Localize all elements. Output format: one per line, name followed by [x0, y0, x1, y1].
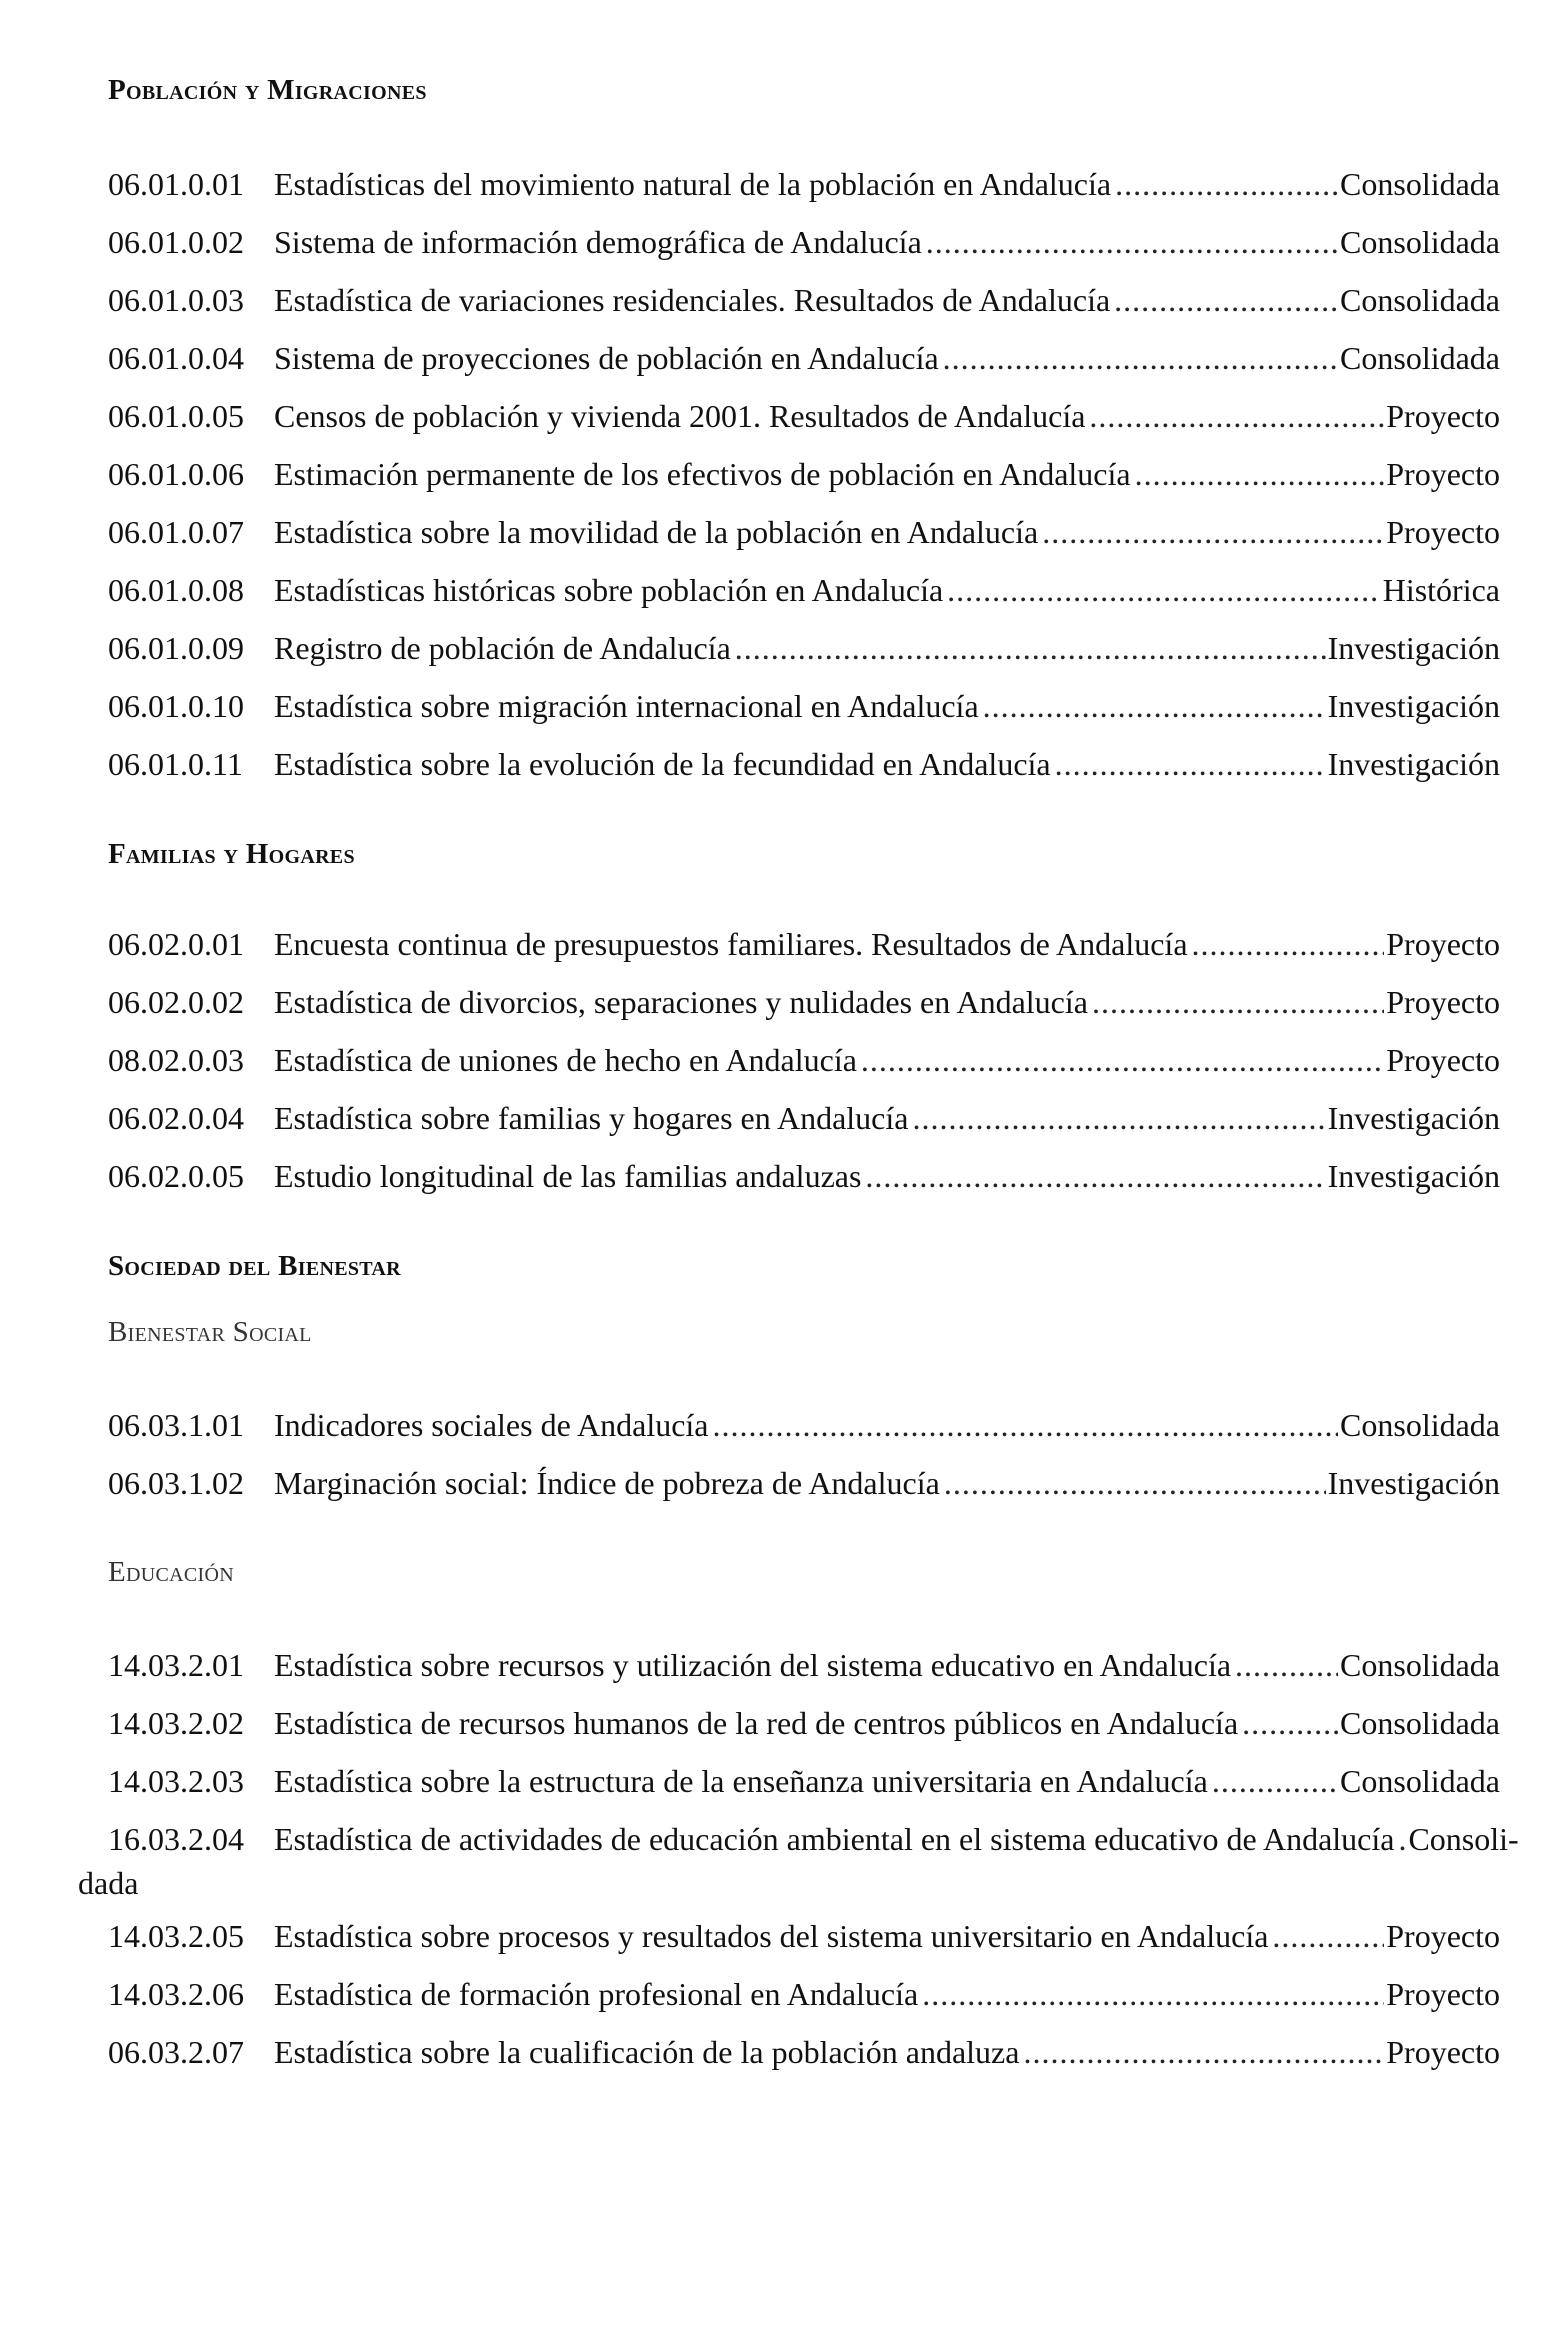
operation-code: 06.01.0.09 — [108, 630, 244, 666]
operation-status: Investigación — [1327, 1158, 1500, 1194]
operation-title: Estadística de formación profesional en Andalucía — [274, 1976, 919, 2012]
dot-leader — [865, 1156, 1325, 1196]
operation-code: 06.01.0.03 — [108, 282, 244, 318]
section-heading-poblacion: Población y Migraciones — [108, 74, 427, 106]
operation-status: Investigación — [1327, 630, 1500, 666]
operation-code: 06.03.1.01 — [108, 1407, 244, 1443]
operation-title: Estadística sobre recursos y utilización del sistema educativo en Andalucía — [274, 1647, 1232, 1683]
dot-leader — [1135, 454, 1385, 494]
operation-code: 06.01.0.07 — [108, 514, 244, 550]
section-heading-bienestar: Sociedad del Bienestar — [108, 1250, 401, 1282]
list-item — [108, 338, 1500, 378]
list-item — [108, 982, 1500, 1022]
dot-leader — [1192, 924, 1385, 964]
list-item — [108, 2032, 1500, 2072]
operation-status: Investigación — [1327, 1465, 1500, 1501]
dot-leader — [713, 1405, 1339, 1445]
list-item — [108, 222, 1500, 262]
operation-title: Estadística sobre la cualificación de la población andaluza — [274, 2034, 1020, 2070]
dot-leader — [1089, 396, 1384, 436]
operation-status: Consolidada — [1340, 1407, 1500, 1443]
operation-status: Consoli- — [1408, 1821, 1519, 1857]
dot-leader — [1042, 512, 1384, 552]
list-item — [108, 164, 1500, 204]
operation-title: Estadística sobre familias y hogares en Andalucía — [274, 1100, 909, 1136]
operation-status-continuation: dada — [78, 1865, 139, 1901]
operation-status: Proyecto — [1386, 1918, 1500, 1954]
list-item — [108, 512, 1500, 552]
operation-code: 06.01.0.11 — [108, 746, 243, 782]
list-item — [108, 686, 1500, 726]
list-item — [108, 1916, 1500, 1956]
operation-code: 06.01.0.08 — [108, 572, 244, 608]
operation-code: 06.02.0.02 — [108, 984, 244, 1020]
list-item — [108, 1098, 1500, 1138]
operation-status: Proyecto — [1386, 1042, 1500, 1078]
list-item — [108, 1819, 1519, 1859]
operation-code: 06.01.0.04 — [108, 340, 244, 376]
list-item — [108, 1405, 1500, 1445]
operation-code: 06.01.0.05 — [108, 398, 244, 434]
dot-leader — [1092, 982, 1384, 1022]
operation-title: Estudio longitudinal de las familias andaluzas — [274, 1158, 862, 1194]
operation-title: Indicadores sociales de Andalucía — [274, 1407, 709, 1443]
dot-leader — [1242, 1703, 1338, 1743]
operation-status: Consolidada — [1340, 166, 1500, 202]
operation-status: Investigación — [1327, 746, 1500, 782]
operation-title: Estadística de divorcios, separaciones y nulidades en Andalucía — [274, 984, 1088, 1020]
operation-title: Estadísticas del movimiento natural de la población en Andalucía — [274, 166, 1112, 202]
dot-leader — [1023, 2032, 1384, 2072]
dot-leader — [912, 1098, 1325, 1138]
operation-code: 06.02.0.04 — [108, 1100, 244, 1136]
operation-status: Proyecto — [1386, 926, 1500, 962]
operation-status: Consolidada — [1340, 282, 1500, 318]
dot-leader — [861, 1040, 1384, 1080]
list-item — [108, 1645, 1500, 1685]
dot-leader — [1114, 280, 1338, 320]
dot-leader — [1115, 164, 1338, 204]
operation-status: Investigación — [1327, 1100, 1500, 1136]
operation-code: 06.01.0.01 — [108, 166, 244, 202]
operation-title: Estadística sobre procesos y resultados del sistema universitario en Andalucía — [274, 1918, 1269, 1954]
list-item — [108, 1156, 1500, 1196]
operation-title: Estadística de variaciones residenciales. Resultados de Andalucía — [274, 282, 1111, 318]
operation-status: Consolidada — [1340, 224, 1500, 260]
operation-code: 14.03.2.02 — [108, 1705, 244, 1741]
operation-title: Estadística sobre la movilidad de la población en Andalucía — [274, 514, 1039, 550]
list-item — [108, 1974, 1500, 2014]
dot-leader — [947, 570, 1381, 610]
dot-leader — [1235, 1645, 1338, 1685]
operation-title: Sistema de información demográfica de Andalucía — [274, 224, 922, 260]
list-item — [108, 570, 1500, 610]
operation-title: Encuesta continua de presupuestos familiares. Resultados de Andalucía — [274, 926, 1188, 962]
operation-status: Consolidada — [1340, 1763, 1500, 1799]
operation-title: Estadística de actividades de educación ambiental en el sistema educativo de Andalucía — [274, 1821, 1395, 1857]
operation-status: Proyecto — [1386, 984, 1500, 1020]
dot-leader — [1398, 1819, 1406, 1859]
operation-status: Investigación — [1327, 688, 1500, 724]
operation-status: Consolidada — [1340, 1647, 1500, 1683]
operation-title: Sistema de proyecciones de población en Andalucía — [274, 340, 939, 376]
operation-title: Estadística de recursos humanos de la red de centros públicos en Andalucía — [274, 1705, 1239, 1741]
operation-code: 08.02.0.03 — [108, 1042, 244, 1078]
operation-title: Marginación social: Índice de pobreza de Andalucía — [274, 1465, 940, 1501]
operation-title: Estimación permanente de los efectivos de población en Andalucía — [274, 456, 1131, 492]
operation-status: Consolidada — [1340, 1705, 1500, 1741]
operation-code: 14.03.2.03 — [108, 1763, 244, 1799]
operation-status: Proyecto — [1386, 1976, 1500, 2012]
operation-title: Censos de población y vivienda 2001. Resultados de Andalucía — [274, 398, 1086, 434]
document-page — [78, 0, 1519, 2335]
operation-title: Registro de población de Andalucía — [274, 630, 731, 666]
subsection-heading-educacion: Educación — [108, 1556, 234, 1588]
operation-title: Estadística de uniones de hecho en Andalucía — [274, 1042, 857, 1078]
operation-code: 06.01.0.02 — [108, 224, 244, 260]
operation-code: 06.02.0.01 — [108, 926, 244, 962]
operation-status: Proyecto — [1386, 398, 1500, 434]
dot-leader — [944, 1463, 1326, 1503]
operation-code: 14.03.2.01 — [108, 1647, 244, 1683]
operation-code: 16.03.2.04 — [108, 1821, 244, 1857]
operation-status: Consolidada — [1340, 340, 1500, 376]
operation-code: 14.03.2.05 — [108, 1918, 244, 1954]
operation-title: Estadística sobre la estructura de la enseñanza universitaria en Andalucía — [274, 1763, 1208, 1799]
operation-status: Proyecto — [1386, 456, 1500, 492]
list-item — [108, 396, 1500, 436]
list-item — [108, 280, 1500, 320]
section-heading-familias: Familias y Hogares — [108, 838, 355, 870]
list-item — [108, 454, 1500, 494]
dot-leader — [1212, 1761, 1338, 1801]
operation-code: 14.03.2.06 — [108, 1976, 244, 2012]
dot-leader — [922, 1974, 1384, 2014]
list-item — [108, 628, 1500, 668]
operation-code: 06.01.0.10 — [108, 688, 244, 724]
operation-code: 06.02.0.05 — [108, 1158, 244, 1194]
operation-title: Estadística sobre migración internacional en Andalucía — [274, 688, 979, 724]
list-item — [108, 924, 1500, 964]
dot-leader — [943, 338, 1338, 378]
operation-title: Estadísticas históricas sobre población en Andalucía — [274, 572, 944, 608]
list-item — [108, 1761, 1500, 1801]
operation-code: 06.03.1.02 — [108, 1465, 244, 1501]
subsection-heading-bienestar-social: Bienestar Social — [108, 1316, 312, 1348]
dot-leader — [1055, 744, 1326, 784]
dot-leader — [735, 628, 1326, 668]
operation-status: Proyecto — [1386, 2034, 1500, 2070]
list-item — [108, 1463, 1500, 1503]
dot-leader — [1272, 1916, 1384, 1956]
list-item — [108, 1703, 1500, 1743]
dot-leader — [983, 686, 1326, 726]
operation-status: Proyecto — [1386, 514, 1500, 550]
operation-title: Estadística sobre la evolución de la fecundidad en Andalucía — [274, 746, 1051, 782]
operation-code: 06.01.0.06 — [108, 456, 244, 492]
operation-status: Histórica — [1382, 572, 1500, 608]
dot-leader — [926, 222, 1338, 262]
operation-code: 06.03.2.07 — [108, 2034, 244, 2070]
list-item — [108, 1040, 1500, 1080]
list-item — [108, 744, 1500, 784]
